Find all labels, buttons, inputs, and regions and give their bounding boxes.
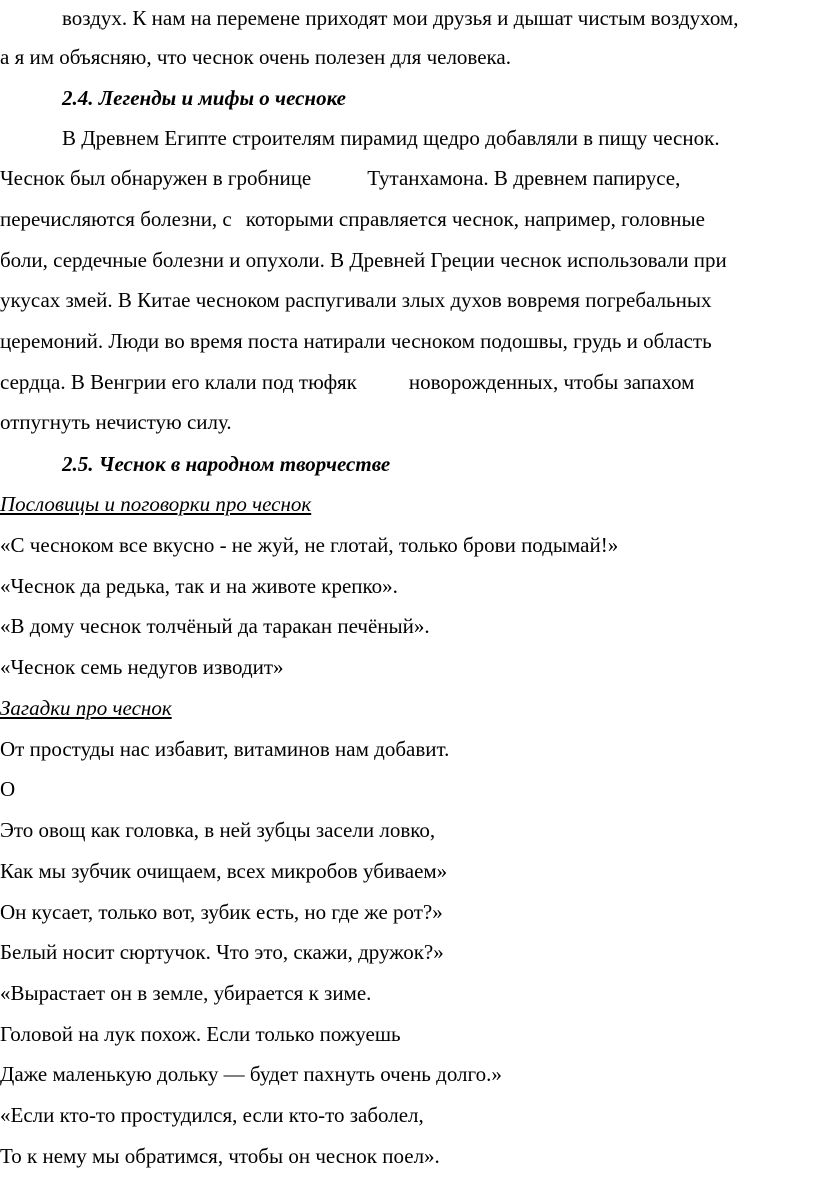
text-fragment: Чеснок был обнаружен в гробнице — [0, 166, 312, 190]
riddle-line: Это овощ как головка, в ней зубцы засели ловко, — [0, 818, 436, 842]
section-heading-2-5: 2.5. Чеснок в народном творчестве — [62, 452, 391, 476]
riddle-line: Белый носит сюртучок. Что это, скажи, дружок?» — [0, 940, 444, 964]
paragraph-line — [0, 209, 705, 235]
text-fragment: перечисляются болезни, с — [0, 207, 232, 231]
riddle-line: Головой на лук похож. Если только пожуешь — [0, 1022, 401, 1046]
riddle-line: Он кусает, только вот, зубик есть, но где же рот?» — [0, 900, 443, 924]
proverb-line: «С чесноком все вкусно - не жуй, не глотай, только брови подымай!» — [0, 533, 619, 557]
riddle-line: «Если кто-то простудился, если кто-то заболел, — [0, 1103, 424, 1127]
riddle-line: «Вырастает он в земле, убирается к зиме. — [0, 981, 372, 1005]
riddle-line: О — [0, 777, 16, 801]
riddle-line: То к нему мы обратимся, чтобы он чеснок поел». — [0, 1144, 440, 1168]
riddle-line: Как мы зубчик очищаем, всех микробов убиваем» — [0, 859, 448, 883]
proverb-line: «Чеснок семь недугов изводит» — [0, 655, 284, 679]
text-fragment: которыми справляется чеснок, например, головные — [245, 207, 705, 231]
riddle-line: От простуды нас избавит, витаминов нам добавит. — [0, 737, 450, 761]
riddles-subheading: Загадки про чеснок — [0, 696, 172, 720]
text-fragment: Тутанхамона. В древнем папирусе, — [367, 166, 681, 190]
paragraph-line: боли, сердечные болезни и опухоли. В Древней Греции чеснок использовали при — [0, 248, 727, 272]
section-heading-2-4: 2.4. Легенды и мифы о чесноке — [62, 86, 346, 110]
paragraph-line: укусах змей. В Китае чесноком распугивали злых духов вовремя погребальных — [0, 288, 712, 312]
proverb-line: «Чеснок да редька, так и на животе крепко». — [0, 574, 398, 598]
riddle-line: Даже маленькую дольку — будет пахнуть очень долго.» — [0, 1062, 502, 1086]
paragraph-line — [0, 372, 694, 398]
paragraph-line — [0, 168, 680, 194]
paragraph-line: отпугнуть нечистую силу. — [0, 410, 232, 434]
text-fragment: сердца. В Венгрии его клали под тюфяк — [0, 370, 357, 394]
proverbs-subheading: Пословицы и поговорки про чеснок — [0, 492, 312, 516]
paragraph-line: В Древнем Египте строителям пирамид щедро добавляли в пищу чеснок. — [62, 126, 720, 150]
paragraph-line: церемоний. Люди во время поста натирали чесноком подошвы, грудь и область — [0, 329, 712, 353]
paragraph-line: воздух. К нам на перемене приходят мои друзья и дышат чистым воздухом, — [62, 6, 739, 30]
paragraph-line: а я им объясняю, что чеснок очень полезен для человека. — [0, 45, 512, 69]
proverb-line: «В дому чеснок толчёный да таракан печёный». — [0, 614, 430, 638]
text-fragment: новорожденных, чтобы запахом — [408, 370, 695, 394]
